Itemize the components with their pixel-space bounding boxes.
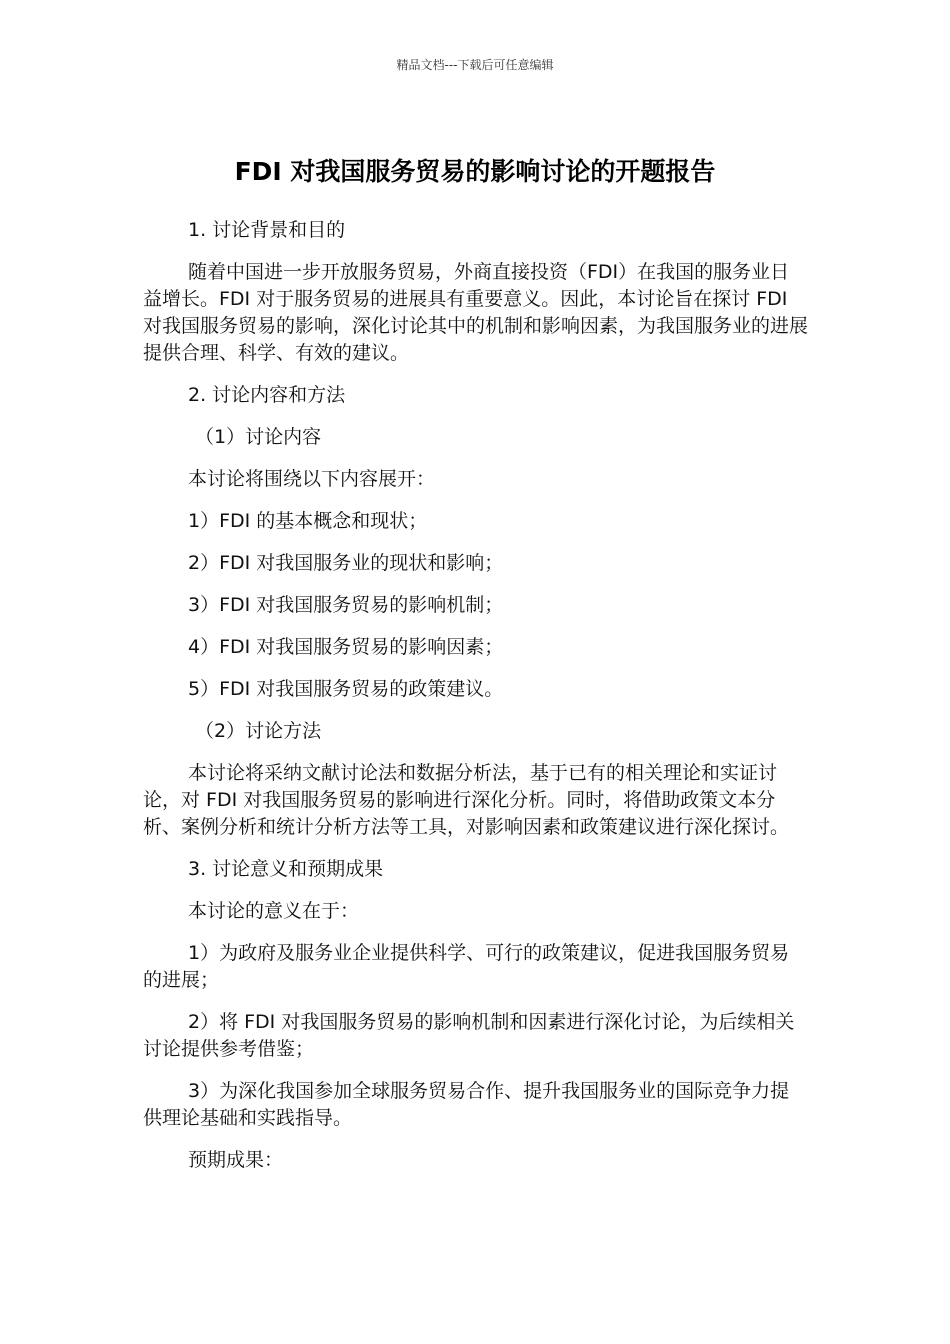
section-heading-background: 1. 讨论背景和目的 xyxy=(188,219,346,241)
list-item-content-5: 5）FDI 对我国服务贸易的政策建议。 xyxy=(188,678,504,700)
document-title: FDI 对我国服务贸易的影响讨论的开题报告 xyxy=(234,156,716,186)
subsection-heading-content: （1）讨论内容 xyxy=(195,426,322,448)
list-item-significance-1: 1）为政府及服务业企业提供科学、可行的政策建议，促进我国服务贸易的进展； xyxy=(143,942,790,991)
list-item-content-2: 2）FDI 对我国服务业的现状和影响； xyxy=(188,552,504,574)
list-item-significance-2: 2）将 FDI 对我国服务贸易的影响机制和因素进行深化讨论，为后续相关讨论提供参考借鉴； xyxy=(143,1011,795,1060)
paragraph-background: 随着中国进一步开放服务贸易，外商直接投资（FDI）在我国的服务业日益增长。FDI 对于服务贸易的进展具有重要意义。因此，本讨论旨在探讨 FDI 对我国服务贸易的影响，深化讨论其中的机制和影响因素，为我国服务业的进展提供合理、科学、有效的建议。 xyxy=(143,261,809,364)
section-heading-content-method: 2. 讨论内容和方法 xyxy=(188,384,346,406)
document-body xyxy=(143,217,808,1189)
paragraph-significance-intro: 本讨论的意义在于： xyxy=(188,900,360,922)
paragraph-method: 本讨论将采纳文献讨论法和数据分析法，基于已有的相关理论和实证讨论，对 FDI 对我国服务贸易的影响进行深化分析。同时，将借助政策文本分析、案例分析和统计分析方法等工具，对影响因素和政策建议进行深化探讨。 xyxy=(143,762,790,838)
list-item-content-4: 4）FDI 对我国服务贸易的影响因素； xyxy=(188,636,504,658)
list-item-content-1: 1）FDI 的基本概念和现状； xyxy=(188,510,428,532)
list-item-content-3: 3）FDI 对我国服务贸易的影响机制； xyxy=(188,594,504,616)
paragraph-expected-results: 预期成果： xyxy=(188,1149,284,1171)
list-item-significance-3: 3）为深化我国参加全球服务贸易合作、提升我国服务业的国际竞争力提供理论基础和实践指导。 xyxy=(143,1080,790,1129)
watermark-header: 精品文档---下载后可任意编辑 xyxy=(396,58,554,72)
paragraph-content-intro: 本讨论将围绕以下内容展开： xyxy=(188,468,436,490)
section-heading-significance: 3. 讨论意义和预期成果 xyxy=(188,858,384,880)
subsection-heading-method: （2）讨论方法 xyxy=(195,720,322,742)
